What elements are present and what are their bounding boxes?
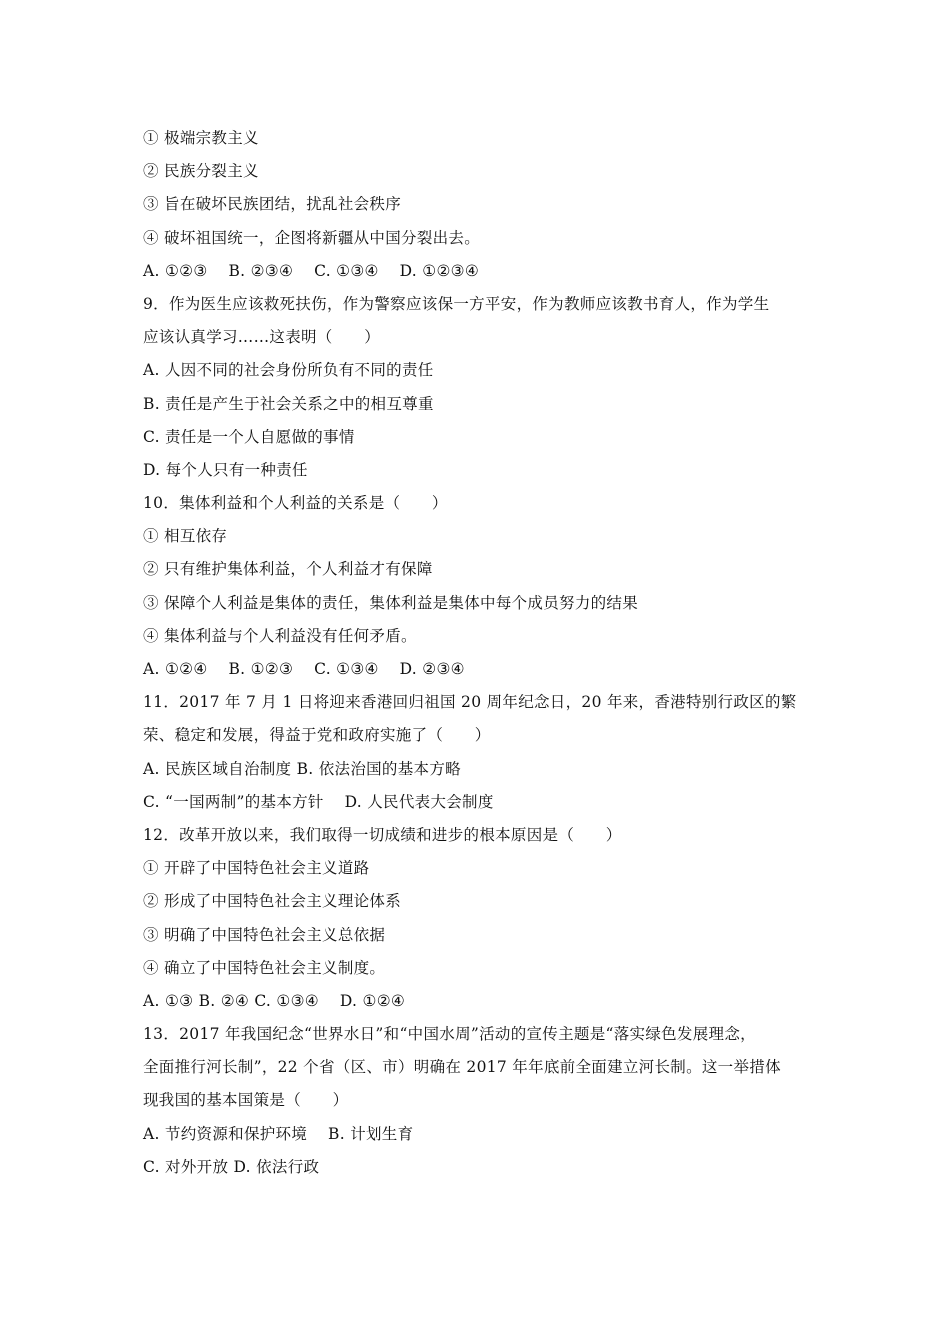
answer-choices: A. 民族区域自治制度 B. 依法治国的基本方略 xyxy=(143,759,461,778)
option-list-item: ① 开辟了中国特色社会主义道路 xyxy=(143,859,370,878)
option-list-item: ④ 确立了中国特色社会主义制度。 xyxy=(143,958,386,977)
question-13-text: 现我国的基本国策是（ ） xyxy=(143,1091,349,1110)
answer-choice: D. 每个人只有一种责任 xyxy=(143,460,308,479)
question-content xyxy=(143,122,823,1184)
answer-choices: A. 节约资源和保护环境 B. 计划生育 xyxy=(143,1124,414,1143)
option-list-item: ③ 保障个人利益是集体的责任，集体利益是集体中每个成员努力的结果 xyxy=(143,593,639,612)
question-13-text: 全面推行河长制”，22 个省（区、市）明确在 2017 年年底前全面建立河长制。这一举措体 xyxy=(143,1058,781,1077)
option-list-item: ① 相互依存 xyxy=(143,527,228,546)
question-13-text: 13．2017 年我国纪念“世界水日”和“中国水周”活动的宣传主题是“落实绿色发展理念， xyxy=(143,1025,756,1044)
answer-choices: C. 对外开放 D. 依法行政 xyxy=(143,1157,320,1176)
option-list-item: ② 形成了中国特色社会主义理论体系 xyxy=(143,892,402,911)
answer-choice: B. 责任是产生于社会关系之中的相互尊重 xyxy=(143,394,434,413)
answer-choices: A. ①③ B. ②④ C. ①③④ D. ①②④ xyxy=(143,991,406,1010)
option-list-item: ② 民族分裂主义 xyxy=(143,162,259,181)
option-list-item: ③ 旨在破坏民族团结，扰乱社会秩序 xyxy=(143,195,402,214)
answer-choices: A. ①②④ B. ①②③ C. ①③④ D. ②③④ xyxy=(143,660,465,678)
question-10-text: 10．集体利益和个人利益的关系是（ ） xyxy=(143,494,448,513)
answer-choices: C. “一国两制”的基本方针 D. 人民代表大会制度 xyxy=(143,792,494,811)
option-list-item: ③ 明确了中国特色社会主义总依据 xyxy=(143,925,386,944)
question-9-text: 9．作为医生应该救死扶伤，作为警察应该保一方平安，作为教师应该教书育人，作为学生 xyxy=(143,294,770,313)
question-9-text: 应该认真学习……这表明（ ） xyxy=(143,328,381,347)
answer-choice: A. 人因不同的社会身份所负有不同的责任 xyxy=(143,361,434,380)
option-list-item: ② 只有维护集体利益，个人利益才有保障 xyxy=(143,560,433,579)
question-12-text: 12．改革开放以来，我们取得一切成绩和进步的根本原因是（ ） xyxy=(143,825,622,844)
question-11-text: 荣、稳定和发展，得益于党和政府实施了（ ） xyxy=(143,726,491,745)
answer-choices: A. ①②③ B. ②③④ C. ①③④ D. ①②③④ xyxy=(143,261,480,280)
answer-choice: C. 责任是一个人自愿做的事情 xyxy=(143,427,355,446)
option-list-item: ① 极端宗教主义 xyxy=(143,129,259,147)
option-list-item: ④ 集体利益与个人利益没有任何矛盾。 xyxy=(143,626,417,645)
option-list-item: ④ 破坏祖国统一，企图将新疆从中国分裂出去。 xyxy=(143,228,481,247)
question-11-text: 11．2017 年 7 月 1 日将迎来香港回归祖国 20 周年纪念日，20 年来，香港特别行政区的繁 xyxy=(143,693,797,712)
